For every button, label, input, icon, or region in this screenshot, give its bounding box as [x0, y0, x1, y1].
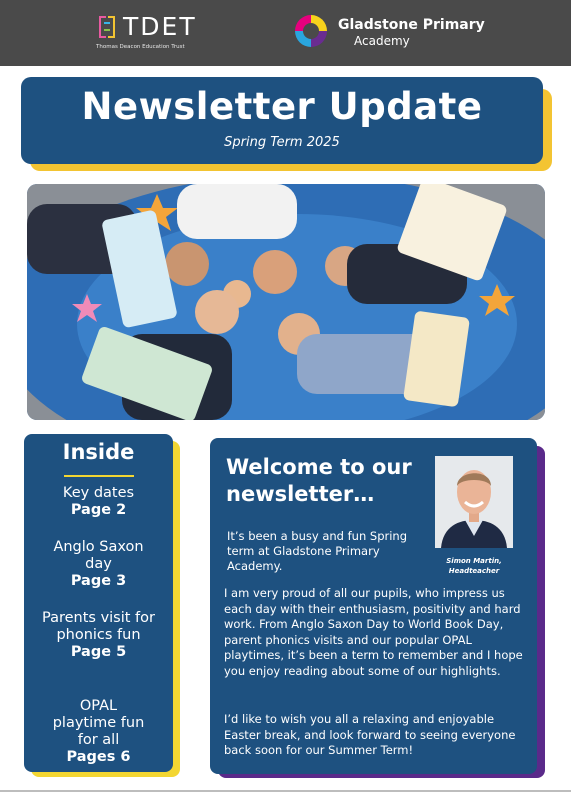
- inside-item-page: Pages 6: [66, 749, 131, 765]
- school-name: Gladstone Primary: [338, 17, 485, 33]
- inside-item: [28, 610, 169, 661]
- welcome-panel: [210, 438, 537, 774]
- inside-item-page: Page 5: [70, 644, 127, 660]
- school-logo-icon: [292, 12, 330, 50]
- tdet-logo: [96, 12, 196, 56]
- inside-item-label: Key dates: [62, 485, 135, 501]
- inside-item: [28, 698, 169, 766]
- header-band: [0, 0, 571, 66]
- page-bottom-rule: [0, 790, 571, 792]
- tdet-logo-icon: [96, 14, 118, 40]
- welcome-paragraph-3: I’d like to wish you all a relaxing and enjoyable Easter break, and look forward to seeing everyone back soon for our Summer Term!: [224, 712, 516, 758]
- inside-item-label: Parents visit for phonics fun: [41, 610, 155, 643]
- inside-title: Inside: [62, 440, 135, 464]
- welcome-paragraph-1: It’s been a busy and fun Spring term at Gladstone Primary Academy.: [227, 529, 408, 573]
- children-reading-photo-icon: [27, 184, 545, 420]
- inside-panel: [24, 434, 173, 772]
- inside-item-page: Page 2: [70, 502, 127, 518]
- page-title: Newsletter Update: [81, 85, 483, 128]
- headteacher-name: Simon Martin,: [446, 557, 502, 565]
- title-banner: [21, 77, 543, 164]
- inside-item: [28, 539, 169, 590]
- page-subtitle: Spring Term 2025: [224, 135, 340, 150]
- inside-divider: [64, 475, 134, 477]
- headteacher-photo-icon: [435, 456, 513, 548]
- inside-item: [28, 485, 169, 519]
- tdet-subtitle: Thomas Deacon Education Trust: [96, 44, 185, 50]
- school-logo: [292, 10, 492, 56]
- welcome-title: Welcome to our newsletter…: [226, 455, 412, 506]
- children-reading-photo: [27, 184, 545, 420]
- headteacher-role: Headteacher: [448, 567, 500, 575]
- inside-item-label: Anglo Saxon day: [53, 539, 144, 572]
- inside-item-label: OPAL playtime fun for all: [52, 698, 145, 748]
- inside-item-page: Page 3: [70, 573, 127, 589]
- welcome-paragraph-2: I am very proud of all our pupils, who impress us each day with their enthusiasm, positivity and hard work. From Anglo Saxon Day to World Book Day, parent phonics visits and our popular OPAL playtimes, it’s been a term to remember and I hope you enjoy reading about some of our highlights.: [224, 586, 523, 678]
- school-type: Academy: [354, 34, 410, 48]
- tdet-wordmark: TDET: [123, 12, 197, 41]
- headteacher-caption: [424, 556, 524, 576]
- headteacher-photo: [435, 456, 513, 548]
